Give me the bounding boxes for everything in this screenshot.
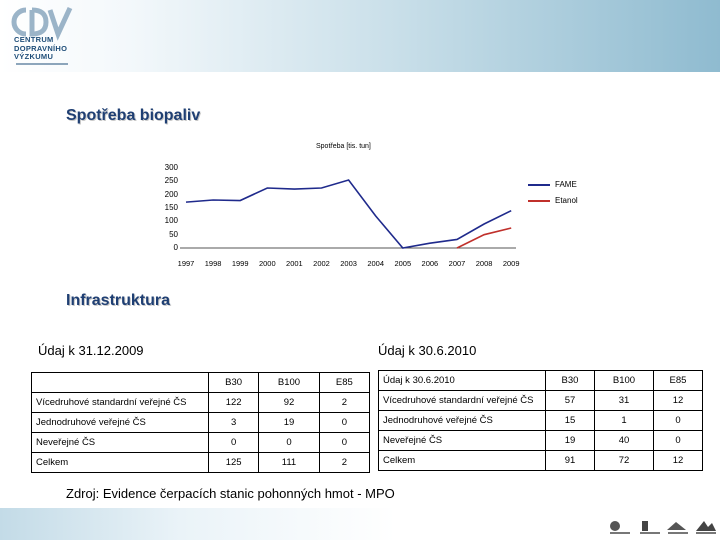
table-cell: 31 <box>595 391 654 411</box>
logo-line: DOPRAVNÍHO <box>14 43 68 53</box>
table-cell: 92 <box>259 393 319 413</box>
table-header-cell: B30 <box>546 371 595 391</box>
y-tick-label: 300 <box>164 163 178 172</box>
legend-label: FAME <box>555 180 577 189</box>
table-header-cell: E85 <box>653 371 702 391</box>
partner-logo-icon <box>636 518 664 536</box>
y-tick-label: 0 <box>173 243 178 252</box>
table-cell: 12 <box>653 451 702 471</box>
x-tick-label: 2004 <box>367 259 385 268</box>
table-cell: 12 <box>653 391 702 411</box>
x-tick-label: 2003 <box>340 259 357 268</box>
date-label-right: Údaj k 30.6.2010 <box>378 343 477 358</box>
logo-line: CENTRUM <box>14 35 54 44</box>
y-tick-label: 250 <box>164 176 178 186</box>
table-cell: 15 <box>546 411 595 431</box>
table-header-cell: B100 <box>259 373 319 393</box>
legend-label: Etanol <box>555 196 578 205</box>
header-band <box>0 0 720 72</box>
table-row <box>32 433 370 453</box>
table-cell: 0 <box>653 431 702 451</box>
table-header-cell <box>32 373 209 393</box>
source-note: Zdroj: Evidence čerpacích stanic pohonných hmot - MPO <box>66 486 395 501</box>
table-cell: 2 <box>319 393 369 413</box>
table-cell: Celkem <box>32 453 209 473</box>
x-tick-label: 2005 <box>394 259 412 268</box>
table-header-cell: B30 <box>209 373 259 393</box>
partner-logo-icon <box>664 518 692 536</box>
y-tick-label: 150 <box>164 203 178 212</box>
table-header-row <box>379 371 703 391</box>
y-tick-label: 50 <box>169 229 178 239</box>
table-row <box>379 431 703 451</box>
table-row <box>379 391 703 411</box>
table-header-row <box>32 373 370 393</box>
legend-swatch-fame <box>528 184 550 186</box>
table-row <box>379 451 703 471</box>
section-title-biofuels: Spotřeba biopaliv <box>66 107 201 124</box>
x-tick-label: 1998 <box>204 259 222 268</box>
x-tick-label: 2007 <box>448 259 466 268</box>
chart-title: Spotřeba [tis. tun] <box>316 143 371 150</box>
table-cell: 111 <box>259 453 319 473</box>
table-cell: 0 <box>319 433 369 453</box>
table-row <box>32 413 370 433</box>
table-cell: 57 <box>546 391 595 411</box>
table-cell: Celkem <box>379 451 546 471</box>
table-header-cell: Údaj k 30.6.2010 <box>379 371 546 391</box>
table-cell: Neveřejné ČS <box>32 433 209 453</box>
table-cell: 125 <box>209 453 259 473</box>
table-cell: Jednodruhové veřejné ČS <box>379 411 546 431</box>
table-row <box>32 393 370 413</box>
table-cell: 40 <box>595 431 654 451</box>
x-tick-label: 1997 <box>177 259 195 268</box>
table-cell: 0 <box>259 433 319 453</box>
x-tick-label: 2000 <box>258 259 276 268</box>
logo-text <box>14 36 67 62</box>
x-tick-label: 2009 <box>502 259 520 268</box>
table-cell: 3 <box>209 413 259 433</box>
partner-logo-icon <box>606 518 634 536</box>
table-cell: Jednodruhové veřejné ČS <box>32 413 209 433</box>
table-header-cell: B100 <box>595 371 654 391</box>
logo-line: VÝZKUMU <box>14 52 54 61</box>
section-title-infrastructure: Infrastruktura <box>66 292 171 309</box>
table-cell: 2 <box>319 453 369 473</box>
x-tick-label: 2002 <box>313 259 330 268</box>
table-cell: Neveřejné ČS <box>379 431 546 451</box>
x-tick-label: 2008 <box>475 259 493 268</box>
legend-swatch-etanol <box>528 200 550 202</box>
x-tick-label: 1999 <box>231 259 249 268</box>
partner-logo-icon <box>692 518 720 536</box>
date-label-left: Údaj k 31.12.2009 <box>38 343 144 358</box>
stations-table-2009 <box>31 372 370 473</box>
x-tick-label: 2006 <box>421 259 439 268</box>
table-cell: 91 <box>546 451 595 471</box>
table-cell: 72 <box>595 451 654 471</box>
y-tick-label: 200 <box>164 189 178 199</box>
y-tick-label: 100 <box>164 216 178 226</box>
table-cell: 122 <box>209 393 259 413</box>
series-line-fame <box>186 180 511 248</box>
table-cell: 19 <box>546 431 595 451</box>
table-cell: 0 <box>319 413 369 433</box>
table-cell: Vícedruhové standardní veřejné ČS <box>32 393 209 413</box>
table-cell: 1 <box>595 411 654 431</box>
table-cell: 0 <box>209 433 259 453</box>
table-cell: 0 <box>653 411 702 431</box>
table-cell: Vícedruhové standardní veřejné ČS <box>379 391 546 411</box>
x-tick-label: 2001 <box>286 259 303 268</box>
stations-table-2010 <box>378 370 703 471</box>
table-header-cell: E85 <box>319 373 369 393</box>
table-row <box>379 411 703 431</box>
series-line-etanol <box>457 228 511 248</box>
table-cell: 19 <box>259 413 319 433</box>
table-row <box>32 453 370 473</box>
